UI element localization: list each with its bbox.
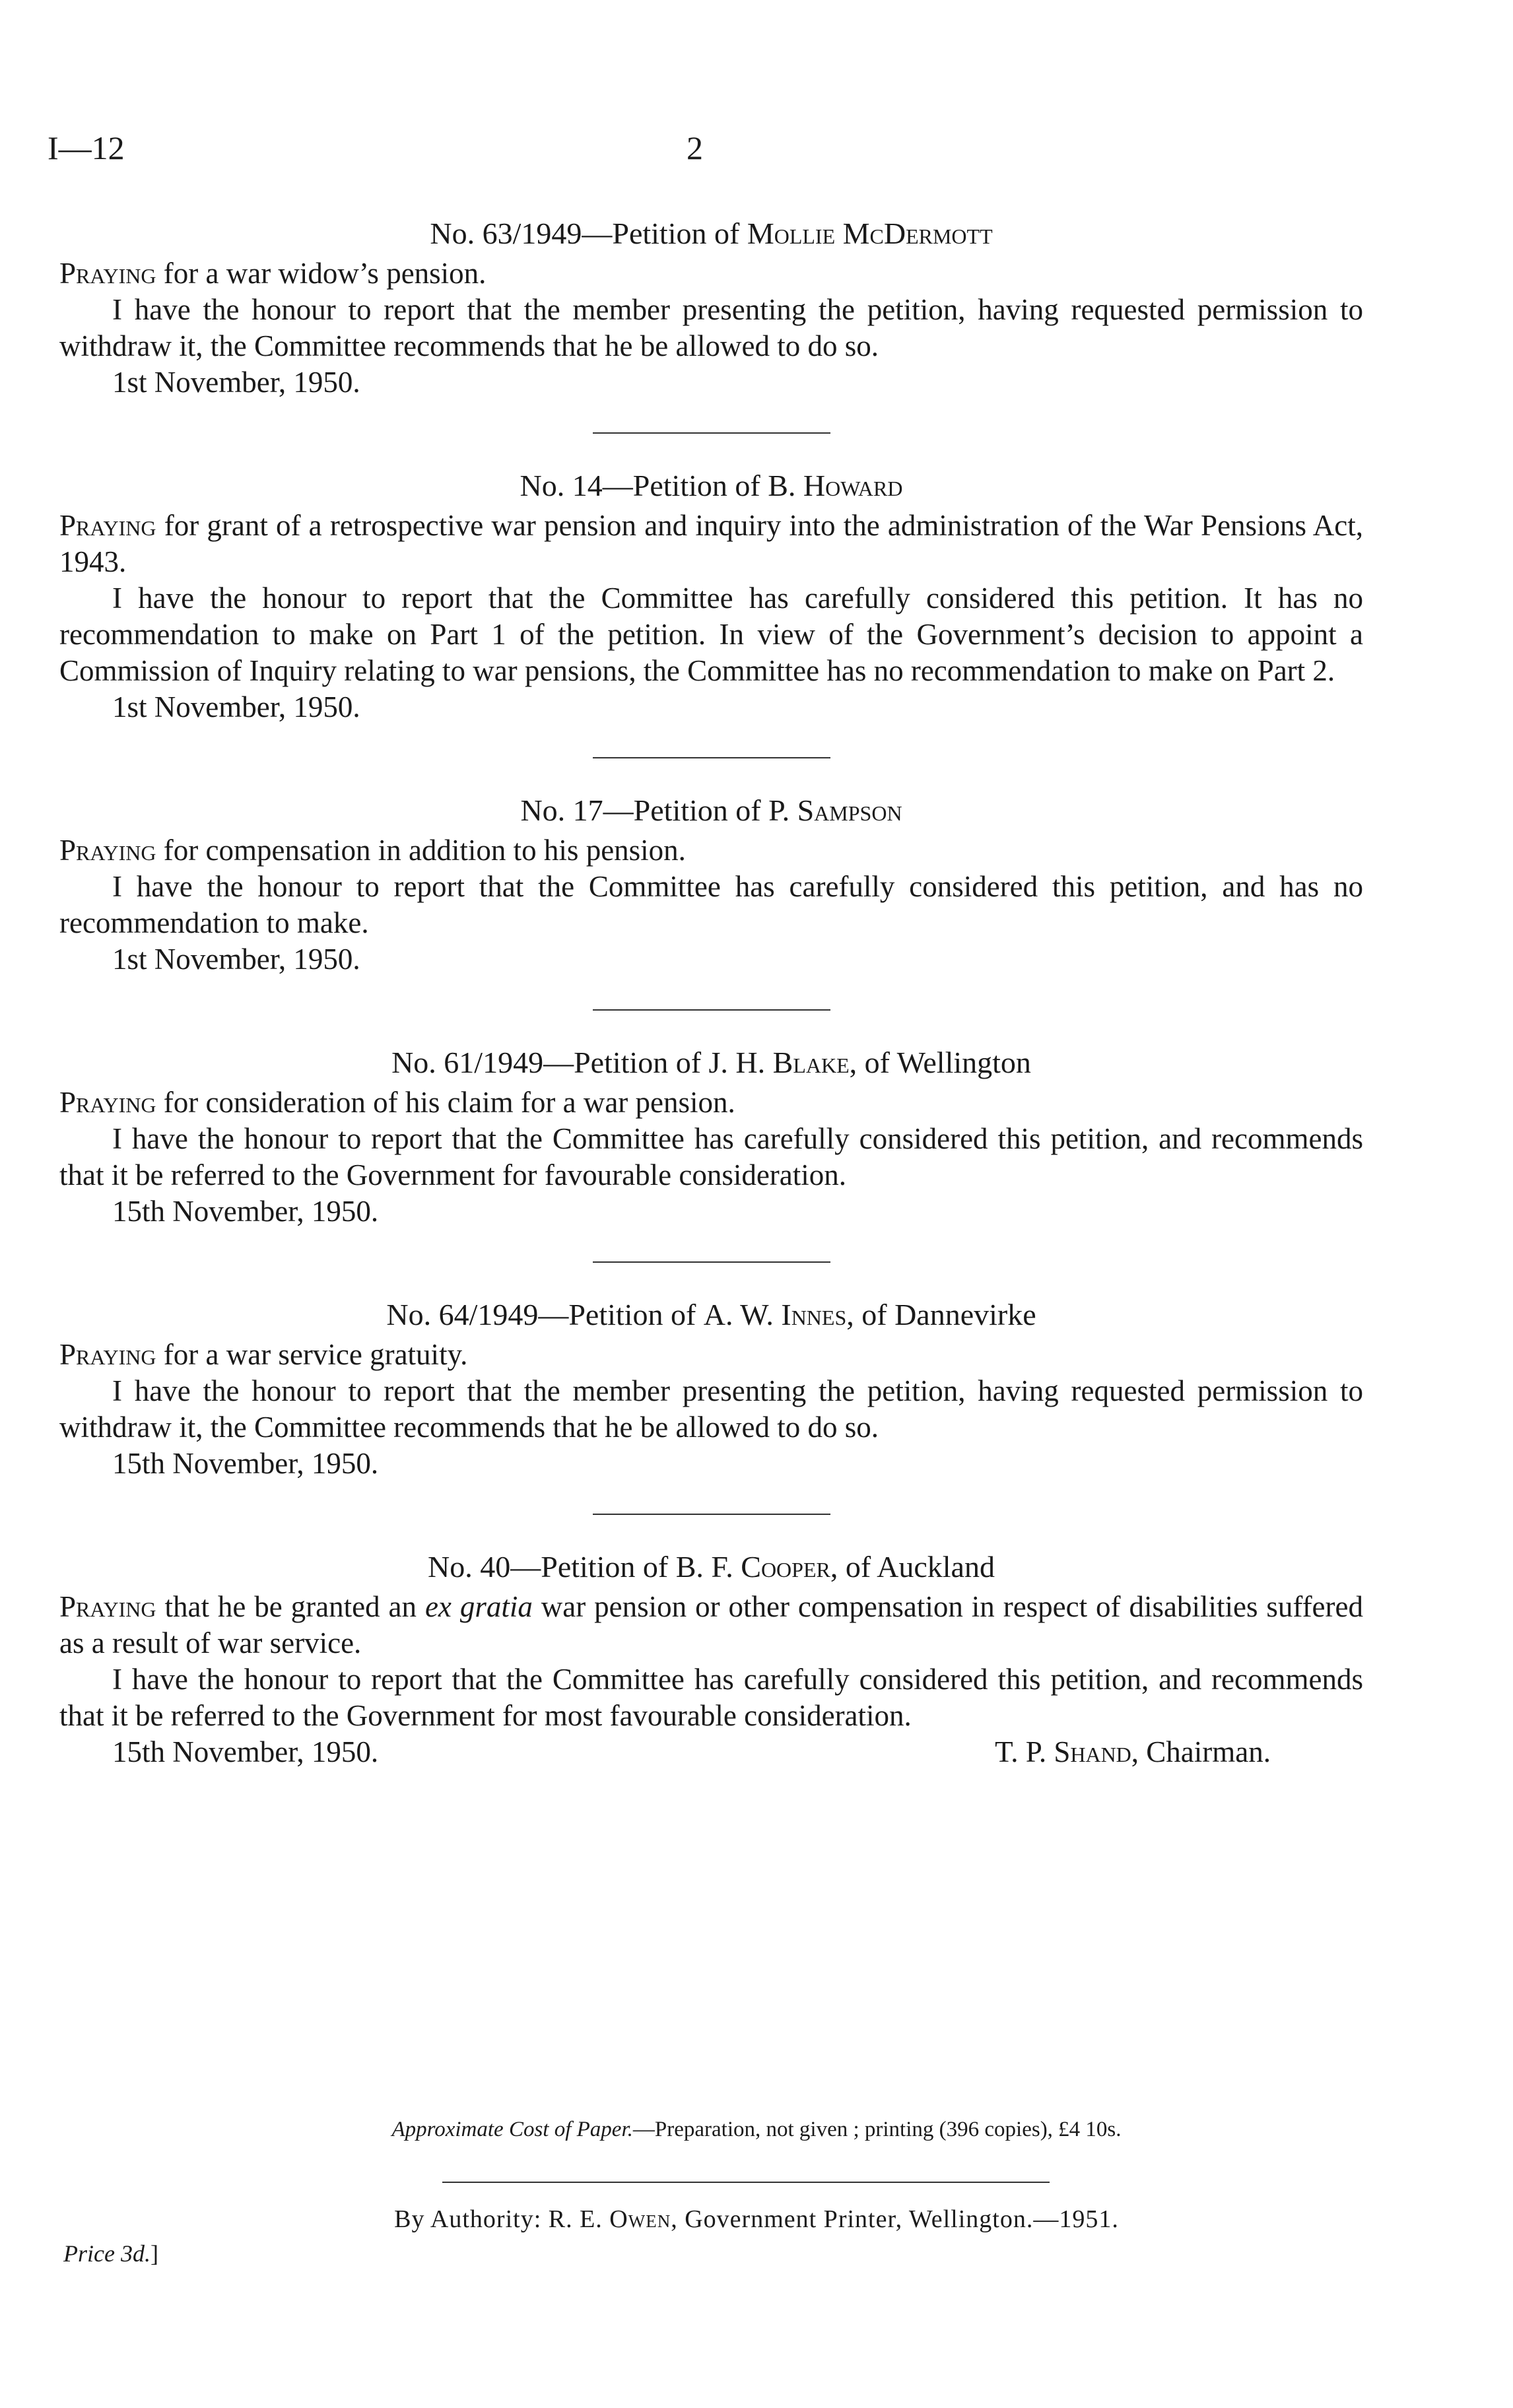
footer-divider [442,2182,1050,2183]
cost-text: —Preparation, not given ; printing (396 copies), £4 10s. [632,2118,1122,2141]
praying-text: that he be granted an [156,1590,425,1623]
date-signature-row [59,1734,1363,1770]
petition-block [59,215,1363,401]
report-text: I have the honour to report that the member presenting the petition, having requested permission to withdraw it, the Committee recommends that he be allowed to do so. [59,293,1363,362]
report-text: I have the honour to report that the Committee has carefully considered this petition, and recommends that it be referred to the Government for favourable consideration. [59,1122,1363,1191]
latin-phrase: ex gratia [424,1590,533,1623]
praying-line [59,1085,1363,1121]
petitioner-name: B. Howard [768,469,903,502]
heading-prefix: No. 40—Petition of [428,1550,676,1584]
section-divider [593,1514,830,1515]
petition-heading [59,1296,1363,1334]
praying-word: Praying [59,509,156,542]
signatory-title: , Chairman. [1131,1735,1271,1768]
chairman-signature [995,1734,1271,1770]
praying-text: for compensation in addition to his pension. [156,834,686,867]
printer-name: R. E. Owen [548,2205,671,2233]
praying-text: for a war widow’s pension. [156,257,487,290]
section-divider [593,432,830,434]
imprint-prefix: By Authority: [394,2205,549,2233]
section-divider [593,1261,830,1263]
signatory-name: T. P. Shand [995,1735,1131,1768]
printer-imprint [0,2205,1513,2234]
report-date: 15th November, 1950. [112,1195,379,1228]
petitioner-name: B. F. Cooper [675,1550,830,1584]
heading-prefix: No. 63/1949—Petition of [430,217,747,250]
heading-suffix: , of Wellington [849,1046,1031,1079]
petitioner-name: A. W. Innes [703,1298,847,1331]
praying-word: Praying [59,834,156,867]
petitioner-name: J. H. Blake [708,1046,850,1079]
praying-text: for a war service gratuity. [156,1338,468,1371]
petition-heading [59,1044,1363,1082]
praying-line [59,1589,1363,1661]
price-text: Price 3d. [63,2240,151,2267]
heading-prefix: No. 14—Petition of [520,469,768,502]
praying-text: for grant of a retrospective war pension and inquiry into the administration of the War Pensions Act, 1943. [59,509,1363,578]
page-reference: I—12 [48,129,125,166]
imprint-suffix: , Government Printer, Wellington.—1951. [671,2205,1119,2233]
price-label [63,2240,158,2267]
petition-heading [59,791,1363,830]
praying-word: Praying [59,257,156,290]
praying-word: Praying [59,1338,156,1371]
report-text: I have the honour to report that the Committee has carefully considered this petition, and has no recommendation to make. [59,870,1363,939]
praying-line [59,508,1363,580]
section-divider [593,757,830,758]
report-date: 1st November, 1950. [112,366,360,399]
heading-suffix: , of Auckland [830,1550,995,1584]
cost-of-paper-note [0,2118,1513,2142]
report-text: I have the honour to report that the Committee has carefully considered this petition, and recommends that it be referred to the Government for most favourable consideration. [59,1663,1363,1732]
petition-heading [59,1548,1363,1586]
report-date: 15th November, 1950. [112,1447,379,1480]
petition-column [59,215,1363,1770]
report-date: 1st November, 1950. [112,943,360,976]
petition-block [59,1296,1363,1482]
page-number: 2 [687,129,703,166]
praying-word: Praying [59,1086,156,1119]
petition-heading [59,215,1363,253]
heading-prefix: No. 17—Petition of [520,793,769,827]
heading-prefix: No. 61/1949—Petition of [391,1046,709,1079]
report-date: 1st November, 1950. [112,690,360,723]
petition-heading [59,467,1363,505]
praying-line [59,1337,1363,1373]
petitioner-name: P. Sampson [768,793,902,827]
praying-word: Praying [59,1590,156,1623]
report-date: 15th November, 1950. [112,1735,379,1768]
petitioner-name: Mollie McDermott [747,217,993,250]
petition-block [59,1548,1363,1770]
praying-line [59,832,1363,869]
petition-block [59,1044,1363,1230]
praying-line [59,255,1363,292]
price-bracket: ] [150,2240,158,2267]
petition-block [59,791,1363,978]
petition-block [59,467,1363,725]
praying-text: for consideration of his claim for a war pension. [156,1086,735,1119]
report-text: I have the honour to report that the Committee has carefully considered this petition. It has no recommendation to make on Part 1 of the petition. In view of the Government’s decision to appoint a Commission of Inquiry relating to war pensions, the Committee has no recommendation to make on Part 2. [59,582,1363,687]
praying-text-continued: war pension or other compensation in respect of disabilities suffered as a result of war service. [59,1590,1363,1659]
report-text: I have the honour to report that the member presenting the petition, having requested permission to withdraw it, the Committee recommends that he be allowed to do so. [59,1374,1363,1444]
cost-label: Approximate Cost of Paper. [391,2118,633,2141]
heading-suffix: , of Dannevirke [846,1298,1036,1331]
heading-prefix: No. 64/1949—Petition of [386,1298,704,1331]
section-divider [593,1009,830,1011]
